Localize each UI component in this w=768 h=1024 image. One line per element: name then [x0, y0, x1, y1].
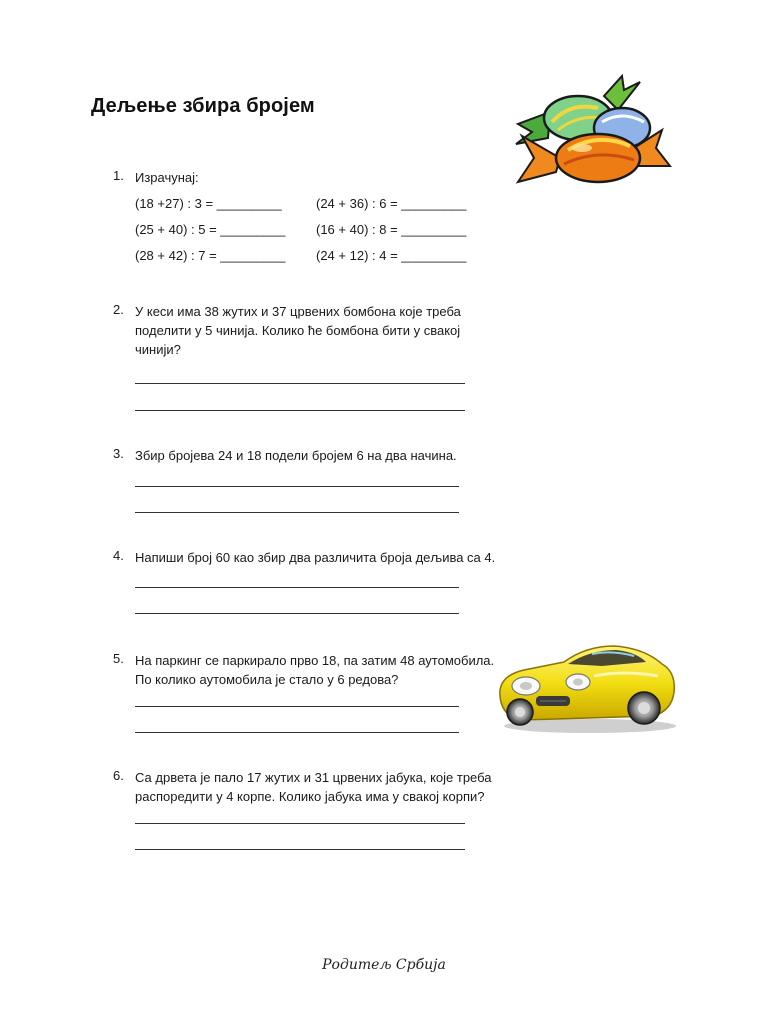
task-6-line: распоредити у 4 корпе. Колико јабука има у свакој корпи? [135, 789, 485, 804]
task-2-line: поделити у 5 чинија. Колико ће бомбона бити у свакој [135, 323, 461, 338]
task-5-line: По колико аутомобила је стало у 6 редова? [135, 672, 399, 687]
task-3-line: Збир бројева 24 и 18 подели бројем 6 на два начина. [135, 448, 457, 463]
task-6-text [135, 768, 505, 806]
task-4-number: 4. [113, 548, 124, 563]
footer-signature: Родитељ Србија [322, 957, 446, 973]
task-1-equation: (28 + 42) : 7 = _________ [135, 248, 286, 263]
answer-line[interactable] [135, 486, 459, 487]
task-1-equation: (24 + 12) : 4 = _________ [316, 248, 467, 263]
task-2-number: 2. [113, 302, 124, 317]
answer-line[interactable] [135, 512, 459, 513]
task-6-number: 6. [113, 768, 124, 783]
task-1-number: 1. [113, 168, 124, 183]
task-2-line: чинији? [135, 342, 181, 357]
task-5-line: На паркинг се паркирало прво 18, па затим 48 аутомобила. [135, 653, 495, 668]
answer-line[interactable] [135, 732, 459, 733]
task-2-text [135, 302, 515, 359]
task-5-number: 5. [113, 651, 124, 666]
answer-line[interactable] [135, 383, 465, 384]
candy-illustration [512, 72, 672, 190]
task-6-line: Са дрвета је пало 17 жутих и 31 црвених јабука, које треба [135, 770, 492, 785]
task-1-equation: (24 + 36) : 6 = _________ [316, 196, 467, 211]
answer-line[interactable] [135, 587, 459, 588]
answer-line[interactable] [135, 823, 465, 824]
task-4-text [135, 548, 535, 567]
answer-line[interactable] [135, 613, 459, 614]
task-5-text [135, 651, 495, 689]
task-1-text: Израчунај: [135, 170, 199, 185]
task-3-text [135, 446, 515, 465]
task-3-number: 3. [113, 446, 124, 461]
answer-line[interactable] [135, 706, 459, 707]
answer-line[interactable] [135, 849, 465, 850]
page-title: Дељење збира бројем [91, 95, 315, 117]
task-1-equation: (25 + 40) : 5 = _________ [135, 222, 286, 237]
task-4-line: Напиши број 60 као збир два различита броја дељива са 4. [135, 550, 496, 565]
answer-line[interactable] [135, 410, 465, 411]
task-2-line: У кеси има 38 жутих и 37 црвених бомбона које треба [135, 304, 461, 319]
task-1-equation: (18 +27) : 3 = _________ [135, 196, 282, 211]
task-1-equation: (16 + 40) : 8 = _________ [316, 222, 467, 237]
yellow-car-illustration [494, 636, 680, 734]
